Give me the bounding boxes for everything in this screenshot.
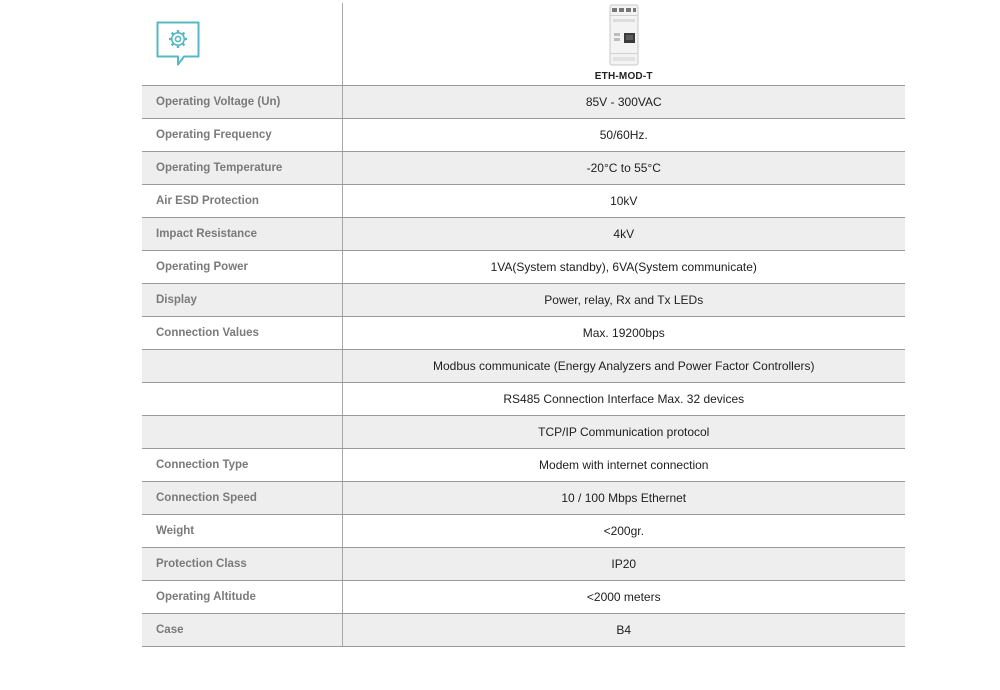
- spec-value: Modem with internet connection: [342, 449, 905, 482]
- table-row: [142, 581, 905, 614]
- table-row: [142, 548, 905, 581]
- table-row: [142, 218, 905, 251]
- spec-label: Connection Speed: [142, 482, 342, 515]
- spec-value: 50/60Hz.: [342, 119, 905, 152]
- table-row: [142, 86, 905, 119]
- spec-value: TCP/IP Communication protocol: [342, 416, 905, 449]
- spec-value: 85V - 300VAC: [342, 86, 905, 119]
- spec-value: Max. 19200bps: [342, 317, 905, 350]
- table-header-row: [142, 3, 905, 86]
- din-rail-module-image: [604, 3, 644, 67]
- spec-value: B4: [342, 614, 905, 647]
- header-icon-cell: [142, 3, 342, 86]
- spec-label: [142, 350, 342, 383]
- spec-label: Connection Values: [142, 317, 342, 350]
- table-row: [142, 119, 905, 152]
- spec-value: 10 / 100 Mbps Ethernet: [342, 482, 905, 515]
- table-row: [142, 152, 905, 185]
- spec-label: Impact Resistance: [142, 218, 342, 251]
- product-figure: [595, 3, 653, 85]
- spec-value: <200gr.: [342, 515, 905, 548]
- spec-label: Air ESD Protection: [142, 185, 342, 218]
- table-row: [142, 482, 905, 515]
- spec-table: [142, 3, 905, 647]
- spec-value: Modbus communicate (Energy Analyzers and Power Factor Controllers): [342, 350, 905, 383]
- spec-label: Operating Power: [142, 251, 342, 284]
- table-row: [142, 350, 905, 383]
- spec-table-body: [142, 3, 905, 647]
- header-product-cell: [342, 3, 905, 86]
- table-row: [142, 416, 905, 449]
- spec-value: IP20: [342, 548, 905, 581]
- spec-value: 4kV: [342, 218, 905, 251]
- spec-label: Operating Frequency: [142, 119, 342, 152]
- spec-label: [142, 416, 342, 449]
- table-row: [142, 614, 905, 647]
- spec-label: Case: [142, 614, 342, 647]
- spec-label: Weight: [142, 515, 342, 548]
- spec-label: [142, 383, 342, 416]
- spec-value: RS485 Connection Interface Max. 32 devices: [342, 383, 905, 416]
- spec-value: 10kV: [342, 185, 905, 218]
- spec-label: Operating Altitude: [142, 581, 342, 614]
- spec-label: Connection Type: [142, 449, 342, 482]
- spec-label: Display: [142, 284, 342, 317]
- spec-value: -20°C to 55°C: [342, 152, 905, 185]
- table-row: [142, 284, 905, 317]
- table-row: [142, 251, 905, 284]
- table-row: [142, 383, 905, 416]
- spec-label: Operating Temperature: [142, 152, 342, 185]
- spec-value: <2000 meters: [342, 581, 905, 614]
- spec-label: Operating Voltage (Un): [142, 86, 342, 119]
- spec-label: Protection Class: [142, 548, 342, 581]
- table-row: [142, 515, 905, 548]
- table-row: [142, 185, 905, 218]
- table-row: [142, 317, 905, 350]
- spec-value: Power, relay, Rx and Tx LEDs: [342, 284, 905, 317]
- table-row: [142, 449, 905, 482]
- settings-chat-icon: [155, 20, 201, 68]
- product-name: ETH-MOD-T: [594, 71, 653, 82]
- spec-value: 1VA(System standby), 6VA(System communicate): [342, 251, 905, 284]
